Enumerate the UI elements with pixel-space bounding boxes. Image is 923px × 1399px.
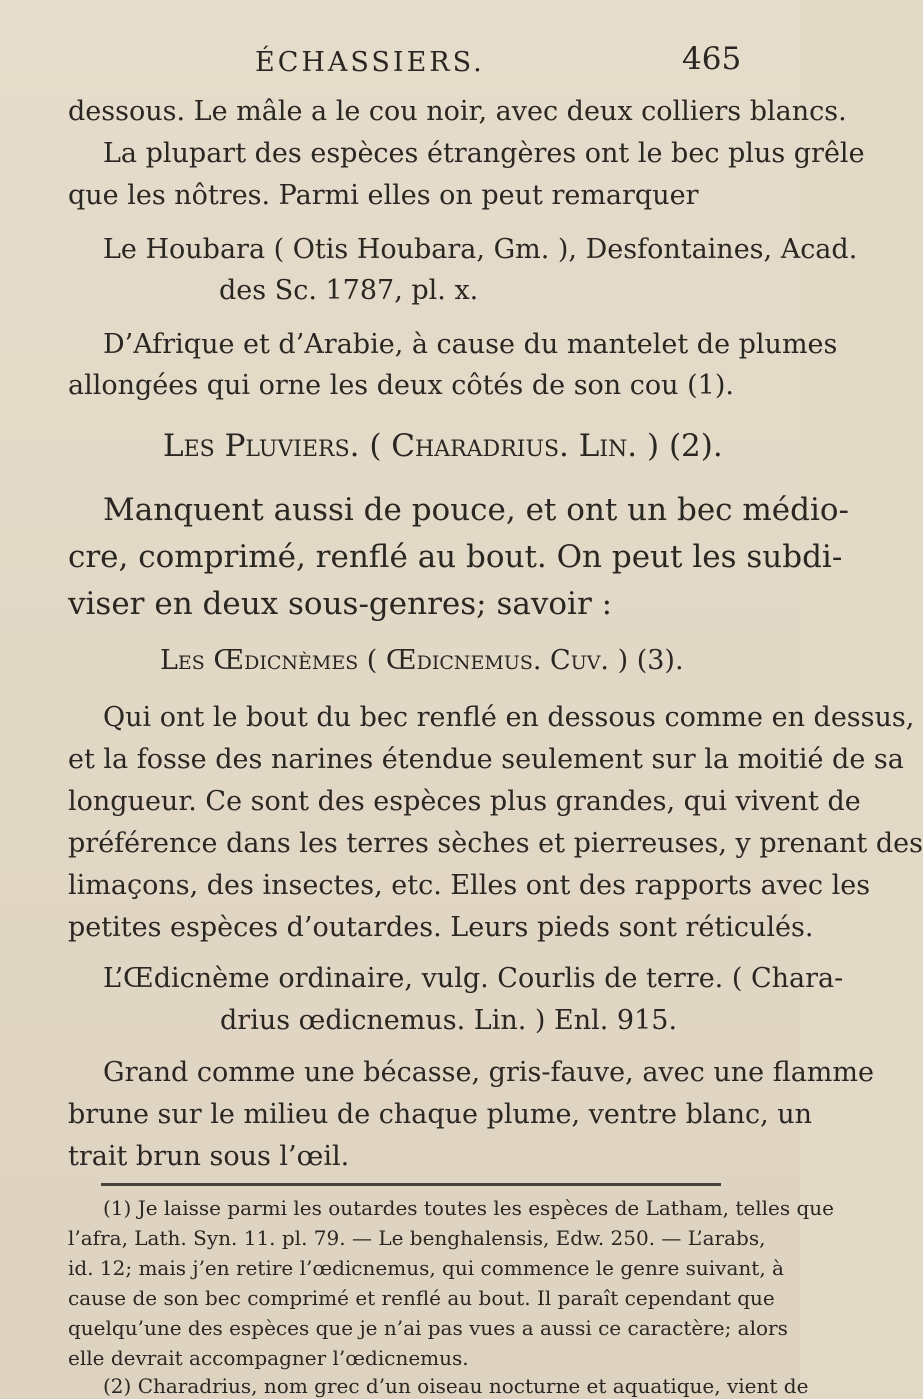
text-line: Qui ont le bout du bec renflé en dessous comme en dessus, [103, 702, 915, 733]
text-line: longueur. Ce sont des espèces plus grandes, qui vivent de [68, 786, 861, 817]
text-line: La plupart des espèces étrangères ont le bec plus grêle [103, 138, 865, 169]
text-line: Grand comme une bécasse, gris-fauve, avec une flamme [103, 1057, 874, 1088]
footnote-line: l’afra, Lath. Syn. 11. pl. 79. — Le benghalensis, Edw. 250. — L’arabs, [68, 1226, 766, 1250]
text-line: drius œdicnemus. Lin. ) Enl. 915. [220, 1005, 678, 1036]
text-line: préférence dans les terres sèches et pierreuses, y prenant des [68, 828, 923, 859]
text-line: Manquent aussi de pouce, et ont un bec médio- [103, 492, 850, 528]
footnote-line: id. 12; mais j’en retire l’œdicnemus, qui commence le genre suivant, à [68, 1256, 784, 1280]
footnote-line: (1) Je laisse parmi les outardes toutes les espèces de Latham, telles que [103, 1196, 834, 1220]
text-line: que les nôtres. Parmi elles on peut remarquer [68, 180, 699, 211]
text-line: trait brun sous l’œil. [68, 1141, 350, 1172]
footnote-divider [101, 1183, 721, 1186]
text-line: petites espèces d’outardes. Leurs pieds sont réticulés. [68, 912, 814, 943]
text-line: Le Houbara ( Otis Houbara, Gm. ), Desfontaines, Acad. [103, 234, 858, 265]
text-line: des Sc. 1787, pl. x. [219, 275, 479, 306]
text-line: dessous. Le mâle a le cou noir, avec deux colliers blancs. [68, 96, 847, 127]
footnote-line: cause de son bec comprimé et renflé au bout. Il paraît cependant que [68, 1286, 775, 1310]
text-line: allongées qui orne les deux côtés de son cou (1). [68, 370, 734, 401]
footnote-line: (2) Charadrius, nom grec d’un oiseau nocturne et aquatique, vient de [103, 1374, 809, 1398]
page-number: 465 [682, 41, 742, 77]
text-line: viser en deux sous-genres; savoir : [68, 586, 613, 622]
footnote-line: quelqu’une des espèces que je n’ai pas vues a aussi ce caractère; alors [68, 1316, 788, 1340]
section-heading: Les Pluviers. ( Charadrius. Lin. ) (2). [163, 428, 723, 464]
text-line: brune sur le milieu de chaque plume, ventre blanc, un [68, 1099, 813, 1130]
subsection-heading: Les Œdicnèmes ( Œdicnemus. Cuv. ) (3). [160, 645, 684, 676]
running-header-title: ÉCHASSIERS. [255, 47, 485, 78]
text-line: limaçons, des insectes, etc. Elles ont des rapports avec les [68, 870, 871, 901]
footnote-line: elle devrait accompagner l’œdicnemus. [68, 1346, 469, 1370]
text-line: L’Œdicnème ordinaire, vulg. Courlis de terre. ( Chara- [103, 963, 844, 994]
text-line: et la fosse des narines étendue seulement sur la moitié de sa [68, 744, 904, 775]
text-line: D’Afrique et d’Arabie, à cause du mantelet de plumes [103, 329, 838, 360]
text-line: cre, comprimé, renflé au bout. On peut les subdi- [68, 539, 843, 575]
